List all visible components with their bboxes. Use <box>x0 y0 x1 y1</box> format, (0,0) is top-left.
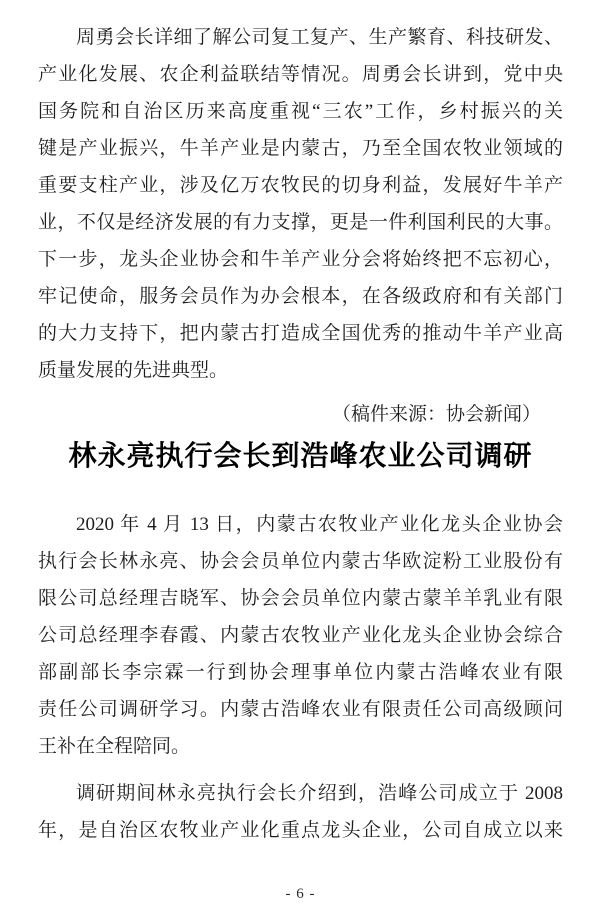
text-line: 下一步，龙头企业协会和牛羊产业分会将始终把不忘初心， <box>38 249 563 270</box>
text-line: 键是产业振兴，牛羊产业是内蒙古，乃至全国农牧业领域的 <box>38 138 563 159</box>
text-line: 公司总经理李春霞、内蒙古农牧业产业化龙头企业协会综合 <box>38 625 563 646</box>
article-paragraph-2 <box>38 775 563 849</box>
text-line: 调研期间林永亮执行会长介绍到，浩峰公司成立于 2008 <box>76 783 563 804</box>
text-line: 产业化发展、农企利益联结等情况。周勇会长讲到，党中央 <box>38 64 563 85</box>
page-number: - 6 - <box>285 886 316 902</box>
text-line: 责任公司调研学习。内蒙古浩峰农业有限责任公司高级顾问 <box>38 699 563 720</box>
text-line: 王补在全程陪同。 <box>38 736 191 757</box>
text-line: 重要支柱产业，涉及亿万农牧民的切身利益，发展好牛羊产 <box>38 175 563 196</box>
previous-article-body-paragraph <box>38 19 563 389</box>
text-line: 2020 年 4 月 13 日，内蒙古农牧业产业化龙头企业协会 <box>76 514 563 535</box>
text-line: 的大力支持下，把内蒙古打造成全国优秀的推动牛羊产业高 <box>38 323 563 344</box>
article-title: 林永亮执行会长到浩峰农业公司调研 <box>68 441 533 472</box>
source-attribution: （稿件来源：协会新闻） <box>331 404 541 425</box>
text-line: 年，是自治区农牧业产业化重点龙头企业，公司自成立以来 <box>38 820 563 841</box>
text-line: 牢记使命，服务会员作为办会根本，在各级政府和有关部门 <box>38 286 563 307</box>
text-line: 质量发展的先进典型。 <box>38 360 229 381</box>
text-line: 部副部长李宗霖一行到协会理事单位内蒙古浩峰农业有限 <box>38 662 563 683</box>
text-line: 业，不仅是经济发展的有力支撑，更是一件利国利民的大事。 <box>38 212 563 233</box>
text-line: 周勇会长详细了解公司复工复产、生产繁育、科技研发、 <box>76 27 563 48</box>
text-line: 执行会长林永亮、协会会员单位内蒙古华欧淀粉工业股份有 <box>38 551 563 572</box>
article-paragraph-1 <box>38 506 563 765</box>
text-line: 限公司总经理吉晓军、协会会员单位内蒙古蒙羊羊乳业有限 <box>38 588 563 609</box>
text-line: 国务院和自治区历来高度重视“三农”工作，乡村振兴的关 <box>38 101 563 122</box>
